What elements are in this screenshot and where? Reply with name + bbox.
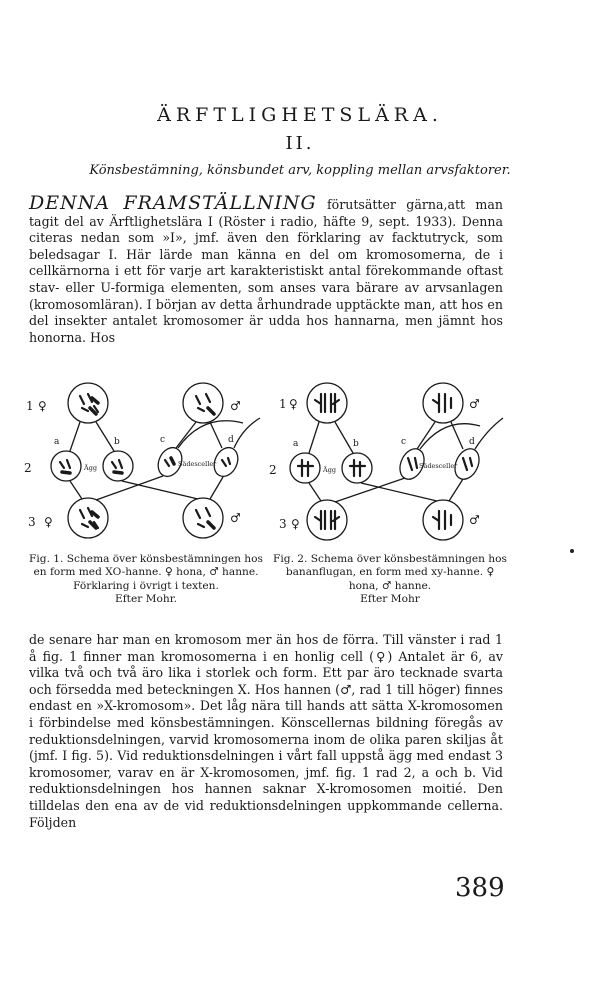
fig2-row3-label: 3: [279, 517, 287, 531]
figure-2-credit: Efter Mohr: [360, 593, 420, 606]
paragraph-2: de senare har man en kromosom mer än hos de förra. Till vänster i rad 1 å fig. 1 finner man kromosomerna i en honlig cell (♀) Antalet är 6, av vilka två och två äro lika i storlek och form. Ett par äro tecknade svarta och försedda med beteckningen X. Hos hannen (♂, rad 1 till höger) finnes endast en »X-kromosom». Det låg nära till hands att sätta X-kromosomen i förbindelse med könsbestämningen. Könscellernas bildning föregås av reduktionsdelningen, varvid kromosomerna inom de olika paren skiljas åt (jmf. I fig. 5). Vid reduktionsdelningen i vårt fall uppstå ägg med endast 3 kromosomer, varav en är X-kromosomen, jmf. fig. 1 rad 2, a och b. Vid reduktionsdelningen hos hannen saknar X-kromosomen moitié. Den tilldelas den ena av de vid reduktionsdelningen uppkommande cellerna. Följden: [29, 632, 503, 830]
subtitle: Könsbestämning, könsbundet arv, koppling mellan arvsfaktorer.: [89, 163, 511, 178]
fig2-sperm-tail-d: [475, 418, 503, 449]
figure-1-caption-text: Schema över könsbestämningen hos en form med XO-hanne. ♀ hona, ♂ hanne. Förklaring i övrigt i texten.: [33, 553, 263, 592]
fig2-cell-male-row1: [423, 383, 463, 423]
fig2-egg-b: [342, 453, 372, 483]
fig1-row3-label: 3: [28, 515, 36, 529]
fig1-cell-female-row3: [68, 498, 108, 538]
fig1-cell-male-row3: [183, 498, 223, 538]
fig1-row1-label: 1: [26, 399, 34, 413]
fig2-cell-female-row1: [307, 383, 347, 423]
fig2-label-b: b: [353, 439, 359, 449]
fig2-cell-female-row3: [307, 500, 347, 540]
fig2-egg-a: [290, 453, 320, 483]
paragraph-1-lead: DENNA FRAMSTÄLLNING: [29, 192, 317, 214]
figure-1-credit: Efter Mohr.: [115, 593, 177, 606]
fig1-sperm-label: Sädesceller: [178, 460, 217, 468]
fig1-label-d: d: [228, 435, 234, 445]
margin-dot: [570, 549, 574, 553]
fig2-label-d: d: [469, 437, 475, 447]
figure-2-diagram: [265, 378, 510, 550]
fig2-row1-female-symbol: ♀: [289, 397, 298, 411]
fig1-row1-male-symbol: ♂: [230, 399, 241, 413]
fig1-cell-female-row1: [68, 383, 108, 423]
page-number: 389: [455, 873, 505, 903]
fig2-row1-label: 1: [279, 397, 287, 411]
fig1-row3-male-symbol: ♂: [230, 511, 241, 525]
fig1-label-c: c: [160, 435, 166, 445]
fig2-cell-male-row3: [423, 500, 463, 540]
fig2-row3-female-symbol: ♀: [291, 517, 300, 531]
fig2-row3-male-symbol: ♂: [469, 513, 480, 527]
figure-1-caption: [28, 553, 264, 607]
page-title: ÄRFTLIGHETSLÄRA.: [157, 104, 443, 126]
paragraph-1: [29, 192, 503, 346]
figure-2-caption: [272, 553, 508, 607]
fig2-row2-label: 2: [269, 463, 277, 477]
fig1-egg-a: [51, 451, 81, 481]
fig2-sperm-label: Sädesceller: [419, 462, 458, 470]
figure-2-caption-text: Schema över könsbestämningen hos bananflugan, en form med xy-hanne. ♀ hona, ♂ hanne.: [285, 553, 507, 592]
fig2-row1-male-symbol: ♂: [469, 397, 480, 411]
fig1-label-a: a: [54, 437, 60, 447]
fig1-egg-label: Ägg: [84, 464, 98, 472]
fig1-label-b: b: [114, 437, 120, 447]
fig2-label-c: c: [401, 437, 407, 447]
fig1-row1-female-symbol: ♀: [38, 399, 47, 413]
paragraph-1-text: förutsätter gärna,att man tagit del av Ärftlighetslära I (Röster i radio, häfte 9, sept. 1933). Denna citeras nedan som »I», jmf. även den förklaring av facktutryck, som beledsagar I. Här lärde man känna en del om kromosomerna, de i cellkärnorna i ett för varje art karakteristiskt antal förekommande oftast stav- eller U-formiga elementen, som anses vara bärare av arvsanlagen (kromosomläran). I början av detta århundrade upptäckte man, att hos en del insekter antalet kromosomer är udda hos hannarna, men jämnt hos honorna. Hos: [29, 197, 503, 345]
fig1-cell-male-row1: [183, 383, 223, 423]
figure-1-diagram: [18, 378, 263, 550]
fig2-egg-label: Ägg: [323, 466, 337, 474]
figure-2-caption-label: Fig. 2.: [273, 553, 308, 565]
figure-1-caption-label: Fig. 1.: [29, 553, 64, 565]
fig1-row3-female-symbol: ♀: [44, 515, 53, 529]
fig2-label-a: a: [293, 439, 299, 449]
part-number: II.: [285, 133, 315, 154]
fig1-egg-b: [103, 451, 133, 481]
fig1-row2-label: 2: [24, 461, 32, 475]
